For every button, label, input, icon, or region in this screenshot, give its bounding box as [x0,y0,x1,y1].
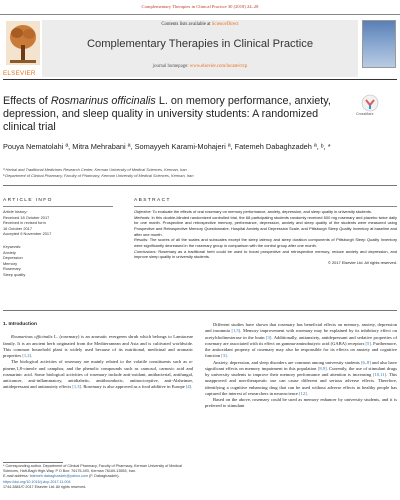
citation-link[interactable]: [3] [221,353,227,359]
title-prefix: Effects of [3,95,51,107]
issn-line: 1744-3881/© 2017 Elsevier Ltd. All rights reserved. [3,485,87,490]
keyword-item: Anxiety [3,249,16,255]
conclusions-label: Conclusions: [134,248,157,254]
intro-r2-text-d: . This unapproved and non-therapeutic use can cause different and serious adverse effects. Therefore, identifying a cognitive enhancing drug that can be used without adverse effects in healthy people has captured the interest of researchers in neuroscience [205,372,397,396]
abstract-rule [134,206,397,207]
intro-r1-text-b: . Memory improvement with rosemary may be explained by its inhibitory effect on acetylcholinesterase in the brain [205,328,397,340]
keyword-item: Memory [3,260,18,266]
body-right-column [205,322,397,410]
article-info-panel [3,209,115,278]
abstract-bottom-rule [3,310,397,311]
affiliation-b: ᵇ Department of Clinical Pharmacy, Faculty of Pharmacy, Kerman University of Medical Sciences, Kerman, Iran [3,173,194,178]
intro-paragraph-2: The biological activities of rosemary are mainly related to the volatile constituents such as α-pinene,1,8-cineole and camphor, and the phenolic compounds such as carnosol, carnosic acid and rosmarinic acid. Some biological activities of rosemary include anti-oxidant, antibacterial, antifungal, anticancer, anti-inflammatory, antidiabetic, antithrombotic, antinociceptive, anti-Alzheimer, antidepressant and antianxiety effects [1,3]. Rosemary is also approved as a food additive in Europe [4]. [3,359,193,390]
sciencedirect-link[interactable]: ScienceDirect [211,22,239,27]
intro-paragraph-5: Based on the above, rosemary could be used as memory enhancer by university students, and it is preferred to stimulant [205,397,397,409]
title-suffix: L. on memory performance, anxiety, depression, and sleep quality in university students: A randomized clinical trial [3,95,331,133]
body-left-column [3,322,193,391]
revised-label: Received in revised form [3,220,46,226]
citation-link[interactable]: [6–8] [360,359,371,365]
abstract-methods [134,215,397,238]
doi-block [3,480,203,490]
intro-paragraph-4: Anxiety, depression, and sleep disorders are common among university students [6–8] and also have significant effects on memory impairment in this population [8,9]. Currently, the use of stimulant drugs by university students to improve their memory performance and attention is increasing [10,11]. This unapproved and non-therapeutic use can cause different and serious adverse effects. Therefore, identifying a cognitive enhancing drug that can be used without adverse effects in healthy people has captured the interest of researchers in neuroscience [12]. [205,359,397,396]
author-list[interactable]: Pouya Nematolahi ª, Mitra Mehrabani ª, Somayyeh Karami-Mohajeri ª, Fatemeh Dabaghzadeh ª, ᵇ, * [3,142,331,151]
abstract-copyright: © 2017 Elsevier Ltd. All rights reserved. [328,259,397,265]
contents-available-line [120,22,280,27]
intro-r1-text-d: . Furthermore, the antioxidant property of rosemary may also be responsible for its effects on anxiety and cognitive function [205,340,397,359]
abstract-heading: ABSTRACT [134,198,171,203]
citation-link[interactable]: [3] [266,334,272,340]
intro-r1-text-a: Different studies have shown that rosemary has beneficial effects on memory, anxiety, depression and insomnia [205,322,397,334]
intro-r2-text-c: . Currently, the use of stimulant drugs by university students to improve their memory performance and attention is increasing [205,365,397,377]
intro-r2-text-a: Anxiety, depression, and sleep disorders are common among university students [213,359,361,365]
affiliation-rule [3,185,397,186]
intro-p2-text-b: . Rosemary is also approved as a food additive in Europe [81,384,186,390]
intro-r2-text-b: and also have significant effects on memory impairment in this population [205,359,397,371]
crossmark-label: CrossMark [356,112,374,116]
journal-title: Complementary Therapies in Clinical Practice [86,38,314,50]
elsevier-tree-logo [4,19,42,71]
citation-link[interactable]: [12] [299,390,307,396]
citation-link[interactable]: [4] [185,384,192,390]
objective-label: Objective: [134,209,152,214]
footnote-text: * Corresponding author. Department of Clinical Pharmacy, Faculty of Pharmacy, Kerman University of Medical Sciences, Haft-Bagh High-Way, P O Box: 76175-493, Kerman 76169-13555, Iran. [3,464,182,474]
citation-link[interactable]: [1,2] [22,353,32,358]
homepage-prefix: journal homepage: [152,64,190,69]
citation-link[interactable]: [1,3] [72,384,82,390]
intro-paragraph-3: Different studies have shown that rosemary has beneficial effects on memory, anxiety, depression and insomnia [1,5]. Memory improvement with rosemary may be explained by its inhibitory effect on acetylcholinesterase in the brain [3]. Additionally, antianxiety, antidepressant and sedative properties of rosemary are associated with its effect on gamma-aminobutyric acid (GABA) receptors [5]. Furthermore, the antioxidant property of rosemary may also be responsible for its effects on anxiety and cognitive function [3]. [205,322,398,359]
contents-prefix: Contents lists available at [161,22,212,27]
elsevier-wordmark: ELSEVIER [3,70,36,77]
received-date: Received 18 October 2017 [3,214,50,220]
citation-link[interactable]: [10,11] [373,372,387,377]
keyword-item: Rosemary [3,266,21,272]
abstract-conclusions [134,249,397,260]
intro-p1-text: L. (rosemary) is an aromatic evergreen shrub which belongs to Lamiaceae family. It is an ancient herb originated from the Mediterranean and Asia and is cultivated worldwide. This common household plant is widely used because of its nutritional, medicinal and aromatic properties [3,334,193,358]
intro-paragraph-1: Rosmarinus officinalis L. (rosemary) is an aromatic evergreen shrub which belongs to Lamiaceae family. It is an ancient herb originated from the Mediterranean and Asia and is cultivated worldwide. This common household plant is widely used because of its nutritional, medicinal and aromatic properties [1,2]. [3,334,193,358]
email-label: E-mail address: [3,474,30,479]
homepage-link[interactable]: www.elsevier.com/locate/ctcp [189,64,248,69]
doi-link[interactable]: https://doi.org/10.1016/j.ctcp.2017.11.004 [3,480,71,484]
introduction-heading: 1. Introduction [3,322,37,327]
methods-text: In this double-blinded randomized controlled trial, the 68 participating students randomly received 500 mg rosemary and placebo twice daily for one month. Prospective and retrospective memory, performance, depression, anxiety and sleep quality of the students were measured using Prospective and Retrospective Memory Questionnaire, Hospital Anxiety and Depression Scale, and Pittsburgh Sleep Quality Inventory at baseline and after one month. [134,214,397,237]
intro-r1-text-c: . Additionally, antianxiety, antidepressant and sedative properties of rosemary are associated with its effect on gamma-aminobutyric acid (GABA) receptors [205,334,398,346]
methods-label: Methods: [134,214,151,220]
citation-link[interactable]: [1,5] [231,328,241,334]
header-top-rule [0,14,400,15]
journal-homepage-line [70,64,330,69]
keywords-label: Keywords: [3,243,22,249]
abstract-body [134,209,397,266]
email-suffix: (F. Dabaghzadeh). [88,474,120,479]
corresponding-author-footnote [3,464,193,479]
objective-text: To evaluate the effects of oral rosemary on memory performance, anxiety, depression, and sleep quality in university students. [151,209,372,214]
footnote-email-line [3,474,193,479]
footnote-rule [3,462,63,463]
intro-p2-text-a: The biological activities of rosemary are mainly related to the volatile constituents such as α-pinene,1,8-cineole and camphor, and the phenolic compounds such as carnosol, carnosic acid and rosmarinic acid. Some biological activities of rosemary include anti-oxidant, antibacterial, antifungal, anticancer, anti-inflammatory, antidiabetic, antithrombotic, antinociceptive, anti-Alzheimer, antidepressant and antianxiety effects [3,359,193,390]
journal-reference: Complementary Therapies in Clinical Practice 30 (2018) 24–28 [141,4,259,9]
results-text: The scores of all the scales and subscales except the sleep latency and sleep duration components of Pittsburgh Sleep Quality Inventory were significantly decreased in the rosemary group in comparison with the control group after one month. [134,237,397,248]
history-label: Article history: [3,209,28,214]
article-info-rule [3,206,113,207]
title-species: Rosmarinus officinalis [50,95,156,107]
conclusions-text: Rosemary as a traditional herb could be used to boost prospective and retrospective memory, reduce anxiety and depression, and improve sleep quality in university students. [134,248,397,260]
journal-cover-thumbnail [362,20,396,68]
accepted-date: Accepted 9 November 2017 [3,231,52,237]
keyword-item: Sleep quality [3,271,26,277]
article-title [3,95,333,134]
abstract-results [134,237,397,248]
intro-species: Rosmarinus officinalis [11,334,53,340]
crossmark-icon[interactable] [358,94,382,114]
email-link[interactable]: fatemeh.dabaghzadeh@yahoo.com [29,474,89,479]
article-info-heading: ARTICLE INFO [3,198,53,203]
results-label: Results: [134,237,149,243]
header-bottom-rule [3,79,397,80]
citation-link[interactable]: [8,9] [317,365,327,371]
affiliation-a: ª Herbal and Traditional Medicines Research Center, Kerman University of Medical Sciences, Kerman, Iran [3,167,187,172]
keyword-item: Depression [3,255,23,261]
citation-link[interactable]: [5] [365,340,371,346]
revised-date: 16 October 2017 [3,225,32,231]
